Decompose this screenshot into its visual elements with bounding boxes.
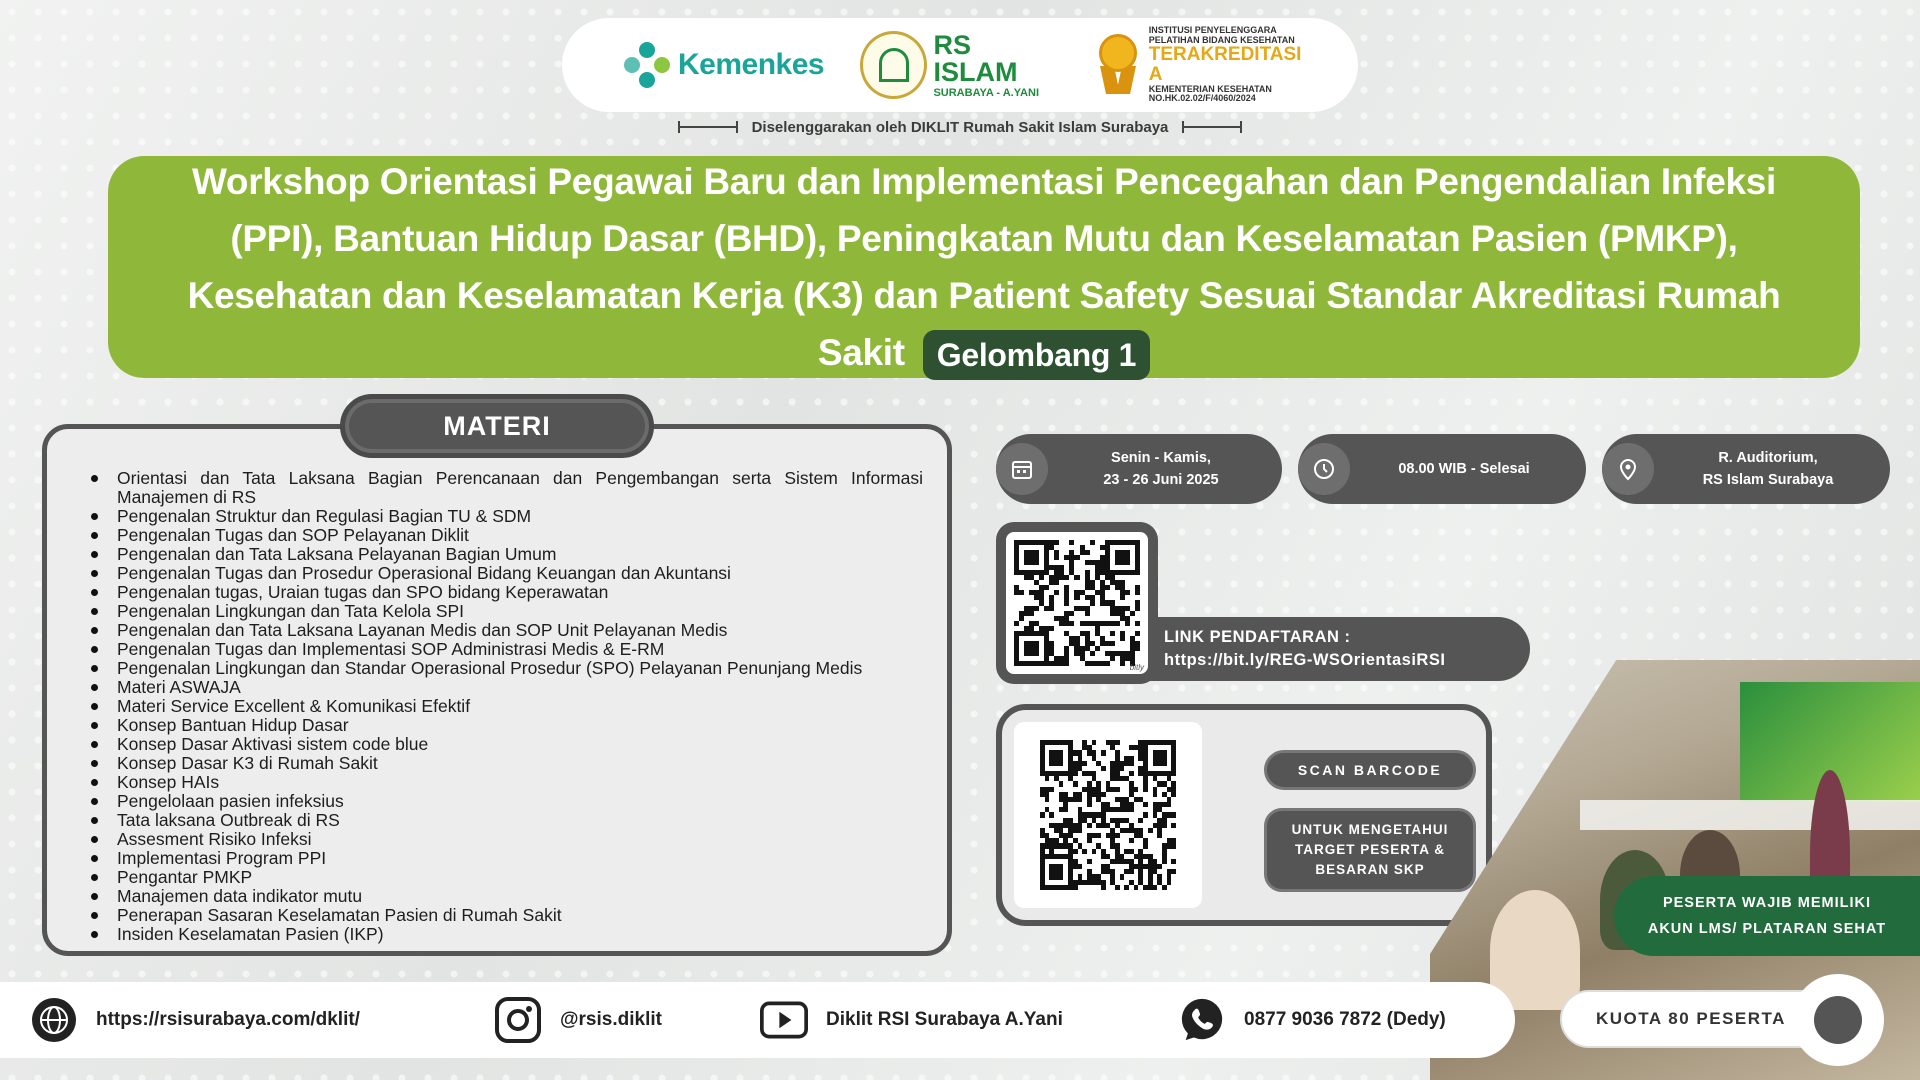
materi-item: Pengenalan Lingkungan dan Standar Operasional Prosedur (SPO) Pelayanan Penunjang Medis: [91, 659, 923, 678]
materi-item: Pengelolaan pasien infeksius: [91, 792, 923, 811]
quota-circle-icon: [1792, 974, 1884, 1066]
kemenkes-logo: [624, 42, 824, 88]
youtube-play-icon: [760, 996, 808, 1044]
materi-item: Konsep HAIs: [91, 773, 923, 792]
registration-url[interactable]: https://bit.ly/REG-WSOrientasiRSI: [1164, 651, 1446, 669]
accred-line-3: KEMENTERIAN KESEHATAN: [1148, 83, 1272, 94]
whatsapp-icon: [1178, 996, 1226, 1044]
accred-status: TERAKREDITASI A: [1148, 44, 1302, 85]
materi-item: Pengenalan Tugas dan Prosedur Operasional Bidang Keuangan dan Akuntansi: [91, 564, 923, 583]
materi-heading-tab: [340, 394, 654, 458]
materi-item: Pengantar PMKP: [91, 868, 923, 887]
organizer-text: Diselenggarakan oleh DIKLIT Rumah Sakit Islam Surabaya: [751, 118, 1169, 136]
accreditation-badge: [1097, 26, 1318, 104]
materi-item: Insiden Keselamatan Pasien (IKP): [91, 925, 923, 944]
materi-item: Penerapan Sasaran Keselamatan Pasien di Rumah Sakit: [91, 906, 923, 925]
title-banner: [108, 156, 1860, 378]
rs-islam-title: RS ISLAM: [933, 29, 1018, 87]
materi-item: Manajemen data indikator mutu: [91, 887, 923, 906]
materi-item: Implementasi Program PPI: [91, 849, 923, 868]
materi-item: Assesment Risiko Infeksi: [91, 830, 923, 849]
materi-item: Orientasi dan Tata Laksana Bagian Perencanaan dan Pengembangan serta Sistem Informasi Manajemen di RS: [91, 469, 923, 507]
scan-barcode-label: SCAN BARCODE: [1264, 750, 1476, 790]
bitly-logo: bitly: [1129, 663, 1144, 672]
materi-box: [42, 424, 952, 956]
rs-islam-subtitle: SURABAYA - A.YANI: [933, 86, 1040, 99]
kemenkes-name: Kemenkes: [678, 48, 825, 81]
materi-item: Materi Service Excellent & Komunikasi Efektif: [91, 697, 923, 716]
date-pill: [996, 434, 1282, 504]
registration-link-pill[interactable]: [1140, 617, 1530, 681]
materi-item: Pengenalan Lingkungan dan Tata Kelola SPI: [91, 602, 923, 621]
wave-badge: Gelombang 1: [923, 330, 1150, 380]
website-url[interactable]: https://rsisurabaya.com/dklit/: [96, 1009, 360, 1030]
divider: [678, 126, 738, 128]
location-pill: [1602, 434, 1890, 504]
calendar-icon: [996, 443, 1048, 495]
date-days: Senin - Kamis,: [1111, 450, 1211, 466]
footer-whatsapp[interactable]: [1178, 982, 1446, 1058]
materi-heading: MATERI: [443, 410, 551, 441]
location-pin-icon: [1602, 443, 1654, 495]
whatsapp-number[interactable]: 0877 9036 7872 (Dedy): [1244, 1009, 1446, 1030]
footer-bar: [0, 982, 1515, 1058]
globe-icon: [30, 996, 78, 1044]
title-text: Workshop Orientasi Pegawai Baru dan Implementasi Pencegahan dan Pengendalian Infeksi (PPI), Bantuan Hidup Dasar (BHD), Peningkatan Mutu dan Keselamatan Pasien (PMKP), Kesehatan dan Keselamatan Kerja (K3) dan Patient Safety Sesuai Standar Akreditasi Rumah Sakit: [187, 161, 1781, 373]
registration-qr-code[interactable]: [1014, 540, 1140, 666]
lms-notice-line-1: PESERTA WAJIB MEMILIKI: [1662, 895, 1872, 911]
materi-item: Pengenalan tugas, Uraian tugas dan SPO bidang Keperawatan: [91, 583, 923, 602]
instagram-icon: [494, 996, 542, 1044]
clock-icon: [1298, 443, 1350, 495]
materi-item: Pengenalan dan Tata Laksana Layanan Medis dan SOP Unit Pelayanan Medis: [91, 621, 923, 640]
materi-item: Pengenalan Tugas dan Implementasi SOP Administrasi Medis & E-RM: [91, 640, 923, 659]
page-title: [168, 153, 1800, 381]
footer-website[interactable]: [30, 982, 360, 1058]
footer-instagram[interactable]: [494, 982, 662, 1058]
lms-notice: [1614, 876, 1920, 956]
instagram-handle[interactable]: @rsis.diklit: [560, 1009, 662, 1030]
materi-item: Konsep Dasar K3 di Rumah Sakit: [91, 754, 923, 773]
materi-item: Konsep Bantuan Hidup Dasar: [91, 716, 923, 735]
materi-list: [91, 469, 923, 944]
lms-notice-line-2: AKUN LMS/ PLATARAN SEHAT: [1647, 921, 1887, 937]
time-pill: [1298, 434, 1586, 504]
date-range: 23 - 26 Juni 2025: [1103, 472, 1219, 488]
materi-item: Konsep Dasar Aktivasi sistem code blue: [91, 735, 923, 754]
time-text: 08.00 WIB - Selesai: [1398, 461, 1530, 477]
place-room: R. Auditorium,: [1718, 450, 1818, 466]
divider: [1182, 126, 1242, 128]
organizer-line: [666, 116, 1254, 138]
materi-item: Tata laksana Outbreak di RS: [91, 811, 923, 830]
registration-label: LINK PENDAFTARAN :: [1164, 628, 1351, 646]
youtube-channel[interactable]: Diklit RSI Surabaya A.Yani: [826, 1009, 1063, 1030]
materi-item: Pengenalan Tugas dan SOP Pelayanan Diklit: [91, 526, 923, 545]
accred-line-1: INSTITUSI PENYELENGGARA: [1148, 25, 1277, 36]
footer-youtube[interactable]: [760, 982, 1063, 1058]
rs-islam-seal-icon: [860, 31, 927, 99]
accred-line-4: NO.HK.02.02/F/4060/2024: [1148, 93, 1256, 104]
accred-line-2: PELATIHAN BIDANG KESEHATAN: [1148, 34, 1295, 45]
photo-table: [1580, 800, 1920, 830]
materi-item: Pengenalan Struktur dan Regulasi Bagian TU & SDM: [91, 507, 923, 526]
registration-qr-card: [996, 522, 1158, 684]
target-info-label: UNTUK MENGETAHUI TARGET PESERTA & BESARAN SKP: [1264, 808, 1476, 892]
kemenkes-mark-icon: [624, 42, 670, 88]
logo-bar: [562, 18, 1358, 112]
materi-item: Materi ASWAJA: [91, 678, 923, 697]
place-name: RS Islam Surabaya: [1702, 472, 1834, 488]
quota-text: KUOTA 80 PESERTA: [1596, 1009, 1786, 1028]
rs-islam-logo: [860, 31, 1061, 99]
scan-card: [996, 704, 1492, 926]
medal-icon: [1097, 34, 1139, 96]
target-qr-code[interactable]: [1040, 740, 1176, 890]
materi-item: Pengenalan dan Tata Laksana Pelayanan Bagian Umum: [91, 545, 923, 564]
